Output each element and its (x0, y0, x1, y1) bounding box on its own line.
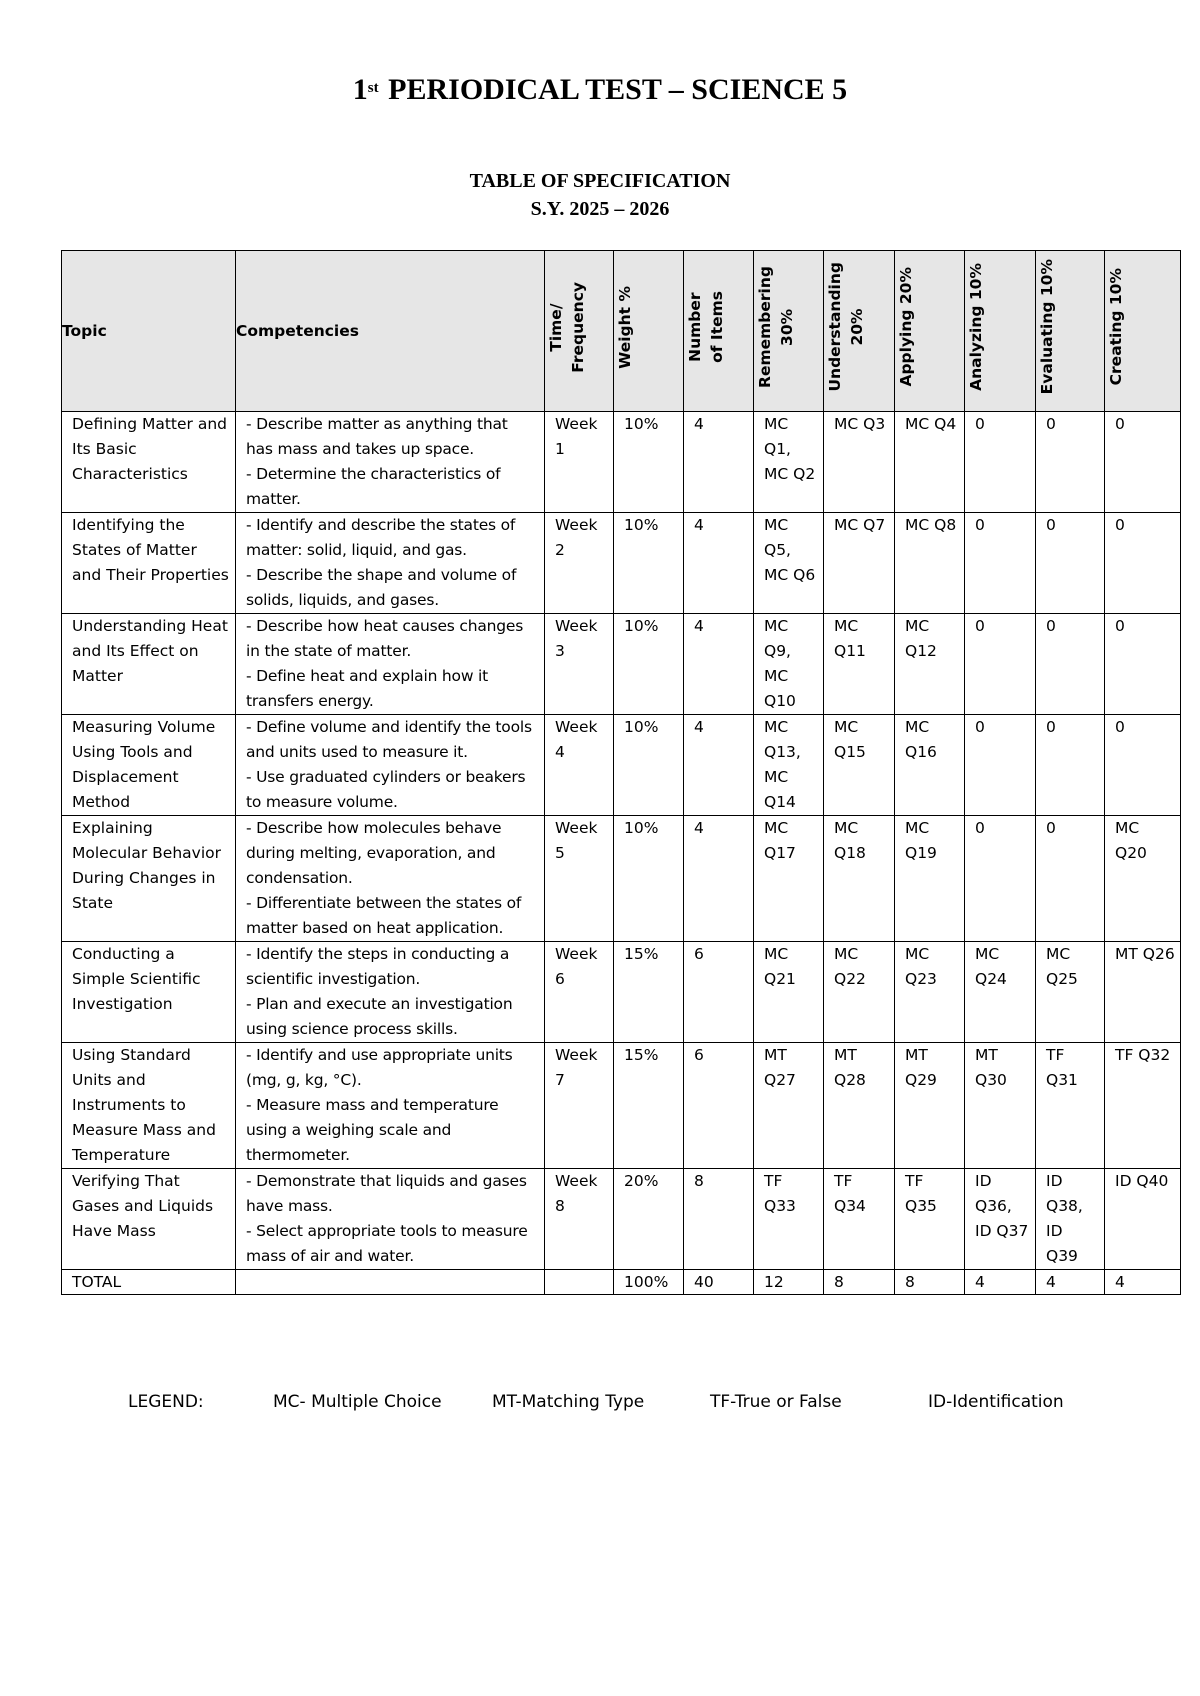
total-evaluating: 4 (1036, 1270, 1105, 1295)
remembering-cell: MC Q5, MC Q6 (754, 513, 824, 614)
applying-cell: MC Q4 (895, 412, 965, 513)
header-applying-label: Applying 20% (897, 267, 915, 387)
weight-cell: 15% (614, 942, 684, 1043)
competency-line: - Describe matter as anything that has mass and takes up space. (246, 415, 508, 458)
items-cell: 4 (684, 614, 754, 715)
table-row (62, 412, 1181, 513)
evaluating-cell: 0 (1036, 816, 1105, 942)
topic-cell: Conducting a Simple Scientific Investigation (62, 942, 236, 1043)
legend-multiple-choice: MC- Multiple Choice (273, 1392, 442, 1412)
remembering-cell: MT Q27 (754, 1043, 824, 1169)
remembering-cell: MC Q17 (754, 816, 824, 942)
evaluating-cell: 0 (1036, 715, 1105, 816)
competencies-cell (236, 1169, 545, 1270)
competency-line: - Identify the steps in conducting a scientific investigation. (246, 945, 510, 988)
legend-matching-type: MT-Matching Type (492, 1392, 645, 1412)
table-row (62, 1043, 1181, 1169)
understanding-cell: MT Q28 (824, 1043, 895, 1169)
header-understanding-label: Understanding 20% (826, 262, 866, 392)
analyzing-cell: 0 (965, 715, 1036, 816)
header-analyzing (965, 251, 1036, 412)
header-topic: Topic (62, 251, 236, 412)
competency-line: - Describe the shape and volume of solids, liquids, and gases. (246, 566, 517, 609)
header-analyzing-label: Analyzing 10% (967, 263, 985, 391)
applying-cell: MT Q29 (895, 1043, 965, 1169)
header-number-of-items (684, 251, 754, 412)
time-cell: Week 3 (545, 614, 614, 715)
analyzing-cell: 0 (965, 412, 1036, 513)
time-cell: Week 4 (545, 715, 614, 816)
weight-cell: 20% (614, 1169, 684, 1270)
remembering-cell: MC Q21 (754, 942, 824, 1043)
table-row (62, 1169, 1181, 1270)
weight-cell: 10% (614, 513, 684, 614)
total-competencies (236, 1270, 545, 1295)
competencies-cell (236, 513, 545, 614)
page-title (0, 72, 1200, 108)
header-applying (895, 251, 965, 412)
applying-cell: MC Q8 (895, 513, 965, 614)
title-text: PERIODICAL TEST – SCIENCE 5 (380, 73, 848, 106)
total-items: 40 (684, 1270, 754, 1295)
competencies-cell (236, 816, 545, 942)
evaluating-cell: 0 (1036, 614, 1105, 715)
competency-line: - Select appropriate tools to measure mass of air and water. (246, 1222, 528, 1265)
topic-cell: Defining Matter and Its Basic Characteristics (62, 412, 236, 513)
time-cell: Week 6 (545, 942, 614, 1043)
header-creating (1105, 251, 1181, 412)
weight-cell: 10% (614, 715, 684, 816)
competency-line: - Describe how heat causes changes in the state of matter. (246, 617, 524, 660)
topic-cell: Measuring Volume Using Tools and Displacement Method (62, 715, 236, 816)
time-cell: Week 5 (545, 816, 614, 942)
weight-cell: 10% (614, 614, 684, 715)
table-subtitle: TABLE OF SPECIFICATION (469, 170, 731, 192)
items-cell: 4 (684, 412, 754, 513)
creating-cell: 0 (1105, 513, 1181, 614)
time-cell: Week 8 (545, 1169, 614, 1270)
evaluating-cell: ID Q38, ID Q39 (1036, 1169, 1105, 1270)
understanding-cell: MC Q22 (824, 942, 895, 1043)
understanding-cell: MC Q7 (824, 513, 895, 614)
total-applying: 8 (895, 1270, 965, 1295)
items-cell: 6 (684, 1043, 754, 1169)
applying-cell: TF Q35 (895, 1169, 965, 1270)
items-cell: 4 (684, 513, 754, 614)
table-row (62, 942, 1181, 1043)
weight-cell: 15% (614, 1043, 684, 1169)
items-cell: 8 (684, 1169, 754, 1270)
specification-table (61, 250, 1181, 1295)
topic-cell: Understanding Heat and Its Effect on Matter (62, 614, 236, 715)
items-cell: 4 (684, 715, 754, 816)
creating-cell: MT Q26 (1105, 942, 1181, 1043)
total-remembering: 12 (754, 1270, 824, 1295)
total-understanding: 8 (824, 1270, 895, 1295)
topic-cell: Verifying That Gases and Liquids Have Mass (62, 1169, 236, 1270)
competency-line: - Measure mass and temperature using a weighing scale and thermometer. (246, 1096, 499, 1164)
analyzing-cell: MT Q30 (965, 1043, 1036, 1169)
competency-line: - Differentiate between the states of matter based on heat application. (246, 894, 522, 937)
evaluating-cell: 0 (1036, 513, 1105, 614)
competency-line: - Identify and describe the states of matter: solid, liquid, and gas. (246, 516, 516, 559)
items-cell: 4 (684, 816, 754, 942)
header-competencies: Competencies (236, 251, 545, 412)
weight-cell: 10% (614, 412, 684, 513)
weight-cell: 10% (614, 816, 684, 942)
remembering-cell: MC Q13, MC Q14 (754, 715, 824, 816)
analyzing-cell: 0 (965, 513, 1036, 614)
total-analyzing: 4 (965, 1270, 1036, 1295)
competencies-cell (236, 715, 545, 816)
time-cell: Week 2 (545, 513, 614, 614)
applying-cell: MC Q16 (895, 715, 965, 816)
competency-line: - Use graduated cylinders or beakers to measure volume. (246, 768, 526, 811)
competencies-cell (236, 412, 545, 513)
table-row (62, 715, 1181, 816)
remembering-cell: MC Q9, MC Q10 (754, 614, 824, 715)
competency-line: - Define heat and explain how it transfers energy. (246, 667, 489, 710)
competency-line: - Define volume and identify the tools and units used to measure it. (246, 718, 532, 761)
competency-line: - Describe how molecules behave during melting, evaporation, and condensation. (246, 819, 502, 887)
legend-label: LEGEND: (128, 1392, 204, 1412)
legend-identification: ID-Identification (928, 1392, 1064, 1412)
analyzing-cell: ID Q36, ID Q37 (965, 1169, 1036, 1270)
evaluating-cell: MC Q25 (1036, 942, 1105, 1043)
header-evaluating (1036, 251, 1105, 412)
remembering-cell: TF Q33 (754, 1169, 824, 1270)
analyzing-cell: 0 (965, 816, 1036, 942)
competencies-cell (236, 614, 545, 715)
creating-cell: TF Q32 (1105, 1043, 1181, 1169)
analyzing-cell: 0 (965, 614, 1036, 715)
school-year: S.Y. 2025 – 2026 (530, 198, 670, 220)
title-number: 1 (352, 73, 368, 106)
topic-cell: Explaining Molecular Behavior During Changes in State (62, 816, 236, 942)
total-creating: 4 (1105, 1270, 1181, 1295)
competency-line: - Demonstrate that liquids and gases have mass. (246, 1172, 527, 1215)
header-remembering (754, 251, 824, 412)
header-understanding (824, 251, 895, 412)
understanding-cell: MC Q3 (824, 412, 895, 513)
header-remembering-label: Remembering 30% (756, 266, 796, 388)
competency-line: - Identify and use appropriate units (mg, g, kg, °C). (246, 1046, 513, 1089)
topic-cell: Identifying the States of Matter and Their Properties (62, 513, 236, 614)
understanding-cell: MC Q18 (824, 816, 895, 942)
understanding-cell: TF Q34 (824, 1169, 895, 1270)
table-row (62, 614, 1181, 715)
evaluating-cell: TF Q31 (1036, 1043, 1105, 1169)
total-label: TOTAL (62, 1270, 236, 1295)
time-cell: Week 7 (545, 1043, 614, 1169)
topic-cell: Using Standard Units and Instruments to Measure Mass and Temperature (62, 1043, 236, 1169)
competencies-cell (236, 942, 545, 1043)
competency-line: - Plan and execute an investigation using science process skills. (246, 995, 513, 1038)
header-time-label: Time/ Frequency (547, 281, 587, 373)
header-creating-label: Creating 10% (1107, 268, 1125, 386)
items-cell: 6 (684, 942, 754, 1043)
legend-true-or-false: TF-True or False (710, 1392, 842, 1412)
header-weight (614, 251, 684, 412)
table-header-row (62, 251, 1181, 412)
header-time-frequency (545, 251, 614, 412)
applying-cell: MC Q12 (895, 614, 965, 715)
title-superscript: st (367, 80, 379, 96)
creating-cell: ID Q40 (1105, 1169, 1181, 1270)
creating-cell: 0 (1105, 412, 1181, 513)
time-cell: Week 1 (545, 412, 614, 513)
competency-line: - Determine the characteristics of matter. (246, 465, 501, 508)
table-row (62, 816, 1181, 942)
header-items-label: Number of Items (686, 291, 726, 363)
creating-cell: 0 (1105, 715, 1181, 816)
header-weight-label: Weight % (616, 285, 634, 369)
evaluating-cell: 0 (1036, 412, 1105, 513)
total-weight: 100% (614, 1270, 684, 1295)
header-evaluating-label: Evaluating 10% (1038, 259, 1056, 395)
understanding-cell: MC Q15 (824, 715, 895, 816)
remembering-cell: MC Q1, MC Q2 (754, 412, 824, 513)
competencies-cell (236, 1043, 545, 1169)
applying-cell: MC Q19 (895, 816, 965, 942)
table-row (62, 513, 1181, 614)
total-time (545, 1270, 614, 1295)
total-row (62, 1270, 1181, 1295)
creating-cell: MC Q20 (1105, 816, 1181, 942)
understanding-cell: MC Q11 (824, 614, 895, 715)
analyzing-cell: MC Q24 (965, 942, 1036, 1043)
applying-cell: MC Q23 (895, 942, 965, 1043)
creating-cell: 0 (1105, 614, 1181, 715)
